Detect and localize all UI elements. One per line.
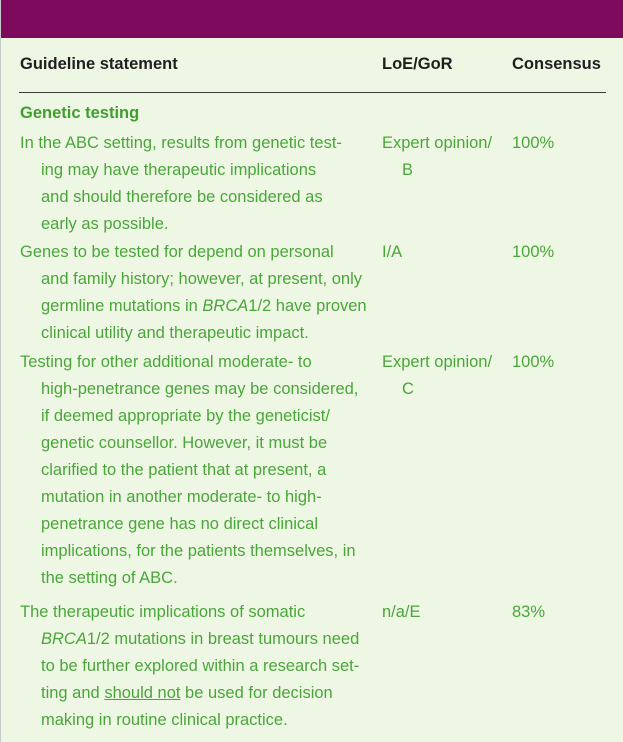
table-row-3-consensus: 100% — [512, 353, 555, 371]
table-row-3-loe: Expert opinion/ C — [382, 353, 493, 398]
table-title-bar — [1, 0, 623, 38]
section-heading-genetic-testing: Genetic testing — [20, 104, 140, 122]
header-guideline-statement: Guideline statement — [20, 55, 178, 73]
header-divider — [19, 92, 606, 93]
table-row-4-consensus: 83% — [512, 603, 546, 621]
table-row-1-consensus: 100% — [512, 134, 555, 152]
table-row-2-loe: I/A — [382, 243, 403, 261]
table-row-4-statement: The therapeutic implications of somatic BRCA1/2 mutations in breast tumours need to be further explored within a research set- ting and should not be used for decision making in routine clinical practice. — [20, 603, 360, 729]
table-row-4-loe: n/a/E — [382, 603, 421, 621]
table-row-2-statement: Genes to be tested for depend on personal and family history; however, at present, only germline mutations in BRCA1/2 have proven clinical utility and therapeutic impact. — [20, 243, 367, 342]
table-row-2-consensus: 100% — [512, 243, 555, 261]
header-consensus: Consensus — [512, 55, 601, 73]
table-row-3-statement: Testing for other additional moderate- to high-penetrance genes may be considered, if deemed appropriate by the geneticist/ genetic counsellor. However, it must be clarified to the patient that at present, a mutation in another moderate- to high- penetrance gene has no direct clinical implications, for the patients themselves, in the setting of ABC. — [20, 353, 359, 587]
table-row-1-loe: Expert opinion/ B — [382, 134, 493, 179]
header-loe-gor: LoE/GoR — [382, 55, 453, 73]
table-header-row — [1, 38, 623, 90]
table-row-1-statement: In the ABC setting, results from genetic test- ing may have therapeutic implications and should therefore be considered as early as possible. — [20, 134, 342, 233]
